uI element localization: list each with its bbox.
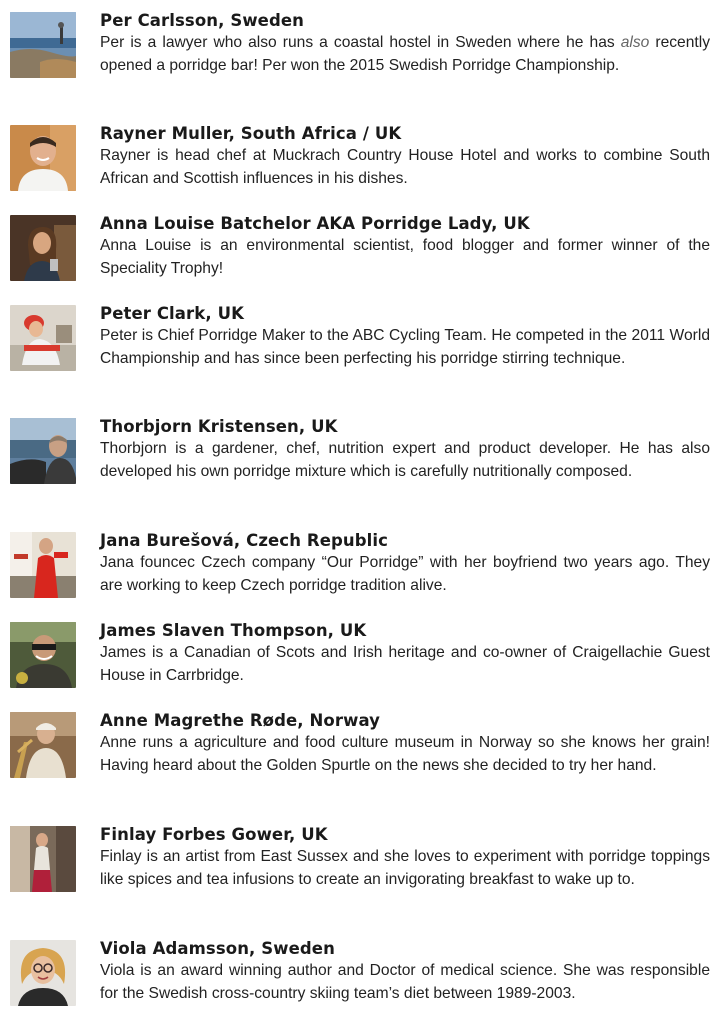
entry-bio: Anne runs a agriculture and food culture museum in Norway so she knows her grain! Having heard about the Golden Spurtle on the news she decided to try her hand.	[100, 734, 710, 774]
entry-name: Thorbjorn Kristensen, UK	[100, 417, 338, 436]
entry-bio: Finlay is an artist from East Sussex and she loves to experiment with porridge toppings like spices and tea infusions to create an invigorating breakfast to wake up to.	[100, 848, 710, 888]
woman-with-grain-photo	[10, 712, 76, 778]
entry-name: Finlay Forbes Gower, UK	[100, 825, 328, 844]
entry-name: James Slaven Thompson, UK	[100, 621, 367, 640]
entry-bio: Viola is an award winning author and Doctor of medical science. She was responsible for the Swedish cross-country skiing team’s diet between 1989-2003.	[100, 962, 710, 1002]
entry-name: Viola Adamsson, Sweden	[100, 939, 335, 958]
entry-bio: James is a Canadian of Scots and Irish heritage and co-owner of Craigellachie Guest House in Carrbridge.	[100, 644, 710, 684]
entry-name: Rayner Muller, South Africa / UK	[100, 124, 402, 143]
entry-name: Anna Louise Batchelor AKA Porridge Lady, UK	[100, 214, 530, 233]
man-with-sunglasses-photo	[10, 622, 76, 688]
coastal-landscape-photo	[10, 12, 76, 78]
entry-bio: Jana founcec Czech company “Our Porridge” with her boyfriend two years ago. They are working to keep Czech porridge tradition alive.	[100, 554, 710, 594]
bio-emphasis: also	[620, 34, 650, 51]
entry-bio: Thorbjorn is a gardener, chef, nutrition expert and product developer. He has also developed his own porridge mixture which is carefully nutritionally composed.	[100, 440, 710, 480]
woman-in-red-photo	[10, 532, 76, 598]
entry-name: Peter Clark, UK	[100, 304, 244, 323]
entry-name: Jana Burešová, Czech Republic	[100, 531, 389, 550]
entry-name: Per Carlsson, Sweden	[100, 11, 305, 30]
man-outdoors-photo	[10, 418, 76, 484]
entry-bio: Rayner is head chef at Muckrach Country House Hotel and works to combine South African and Scottish influences in his dishes.	[100, 147, 710, 187]
entry-bio: Per is a lawyer who also runs a coastal hostel in Sweden where he has also recently opened a porridge bar! Per won the 2015 Swedish Porridge Championship.	[100, 34, 710, 74]
woman-with-glasses-photo	[10, 940, 76, 1006]
woman-portrait-photo	[10, 215, 76, 281]
entry-bio: Peter is Chief Porridge Maker to the ABC Cycling Team. He competed in the 2011 World Championship and has since been perfecting his porridge stirring technique.	[100, 327, 710, 367]
chef-portrait-photo	[10, 125, 76, 191]
entry-bio: Anna Louise is an environmental scientist, food blogger and former winner of the Speciality Trophy!	[100, 237, 710, 277]
entry-name: Anne Magrethe Røde, Norway	[100, 711, 381, 730]
woman-standing-photo	[10, 826, 76, 892]
cyclist-photo	[10, 305, 76, 371]
